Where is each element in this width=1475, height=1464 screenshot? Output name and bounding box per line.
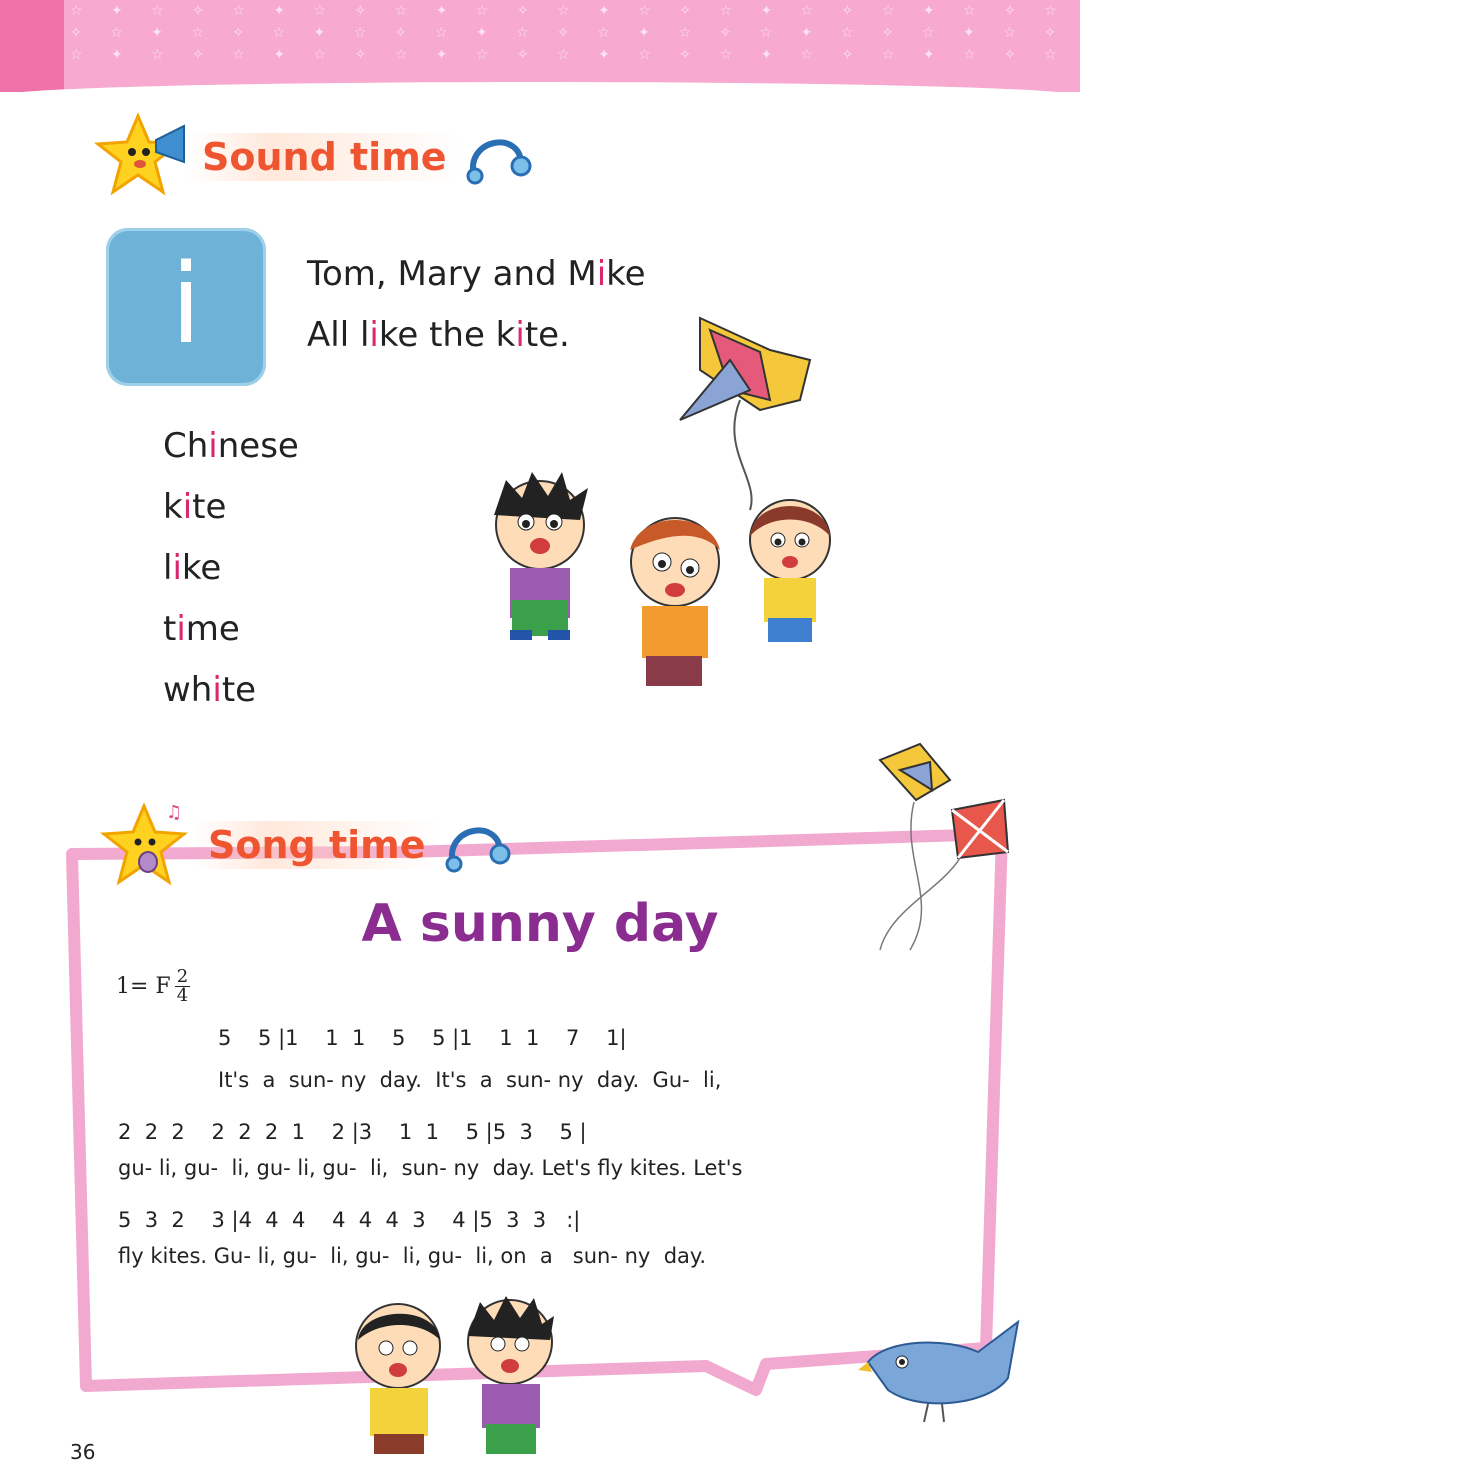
boy-bottom-right [468,1296,554,1454]
highlight-i: i [208,426,218,466]
lyrics-row-3: fly kites. Gu- li, gu- li, gu- li, gu- li, on a sun- ny day. [118,1244,706,1268]
song-time-header [104,800,510,890]
highlight-i: i [212,670,222,710]
boy-bottom-left [356,1304,440,1454]
page-number: 36 [70,1440,96,1464]
children-bottom-illustration [340,1296,580,1462]
time-signature-top: 2 [176,966,189,987]
time-signature-bottom: 4 [176,985,189,1006]
word-time: time [163,609,240,649]
top-banner [0,0,1475,92]
highlight-i: i [182,487,193,527]
highlight-i: i [515,315,525,355]
song-title: A sunny day [361,894,719,954]
key-label: 1= F [116,974,171,999]
key-signature [116,968,190,1005]
rhyme-line-1: Tom, Mary and Mike [307,254,646,294]
word-white: white [163,670,257,710]
star-pattern: ☆ ✦ ☆ ✧ ☆ ✦ ☆ ✧ ☆ ✦ ☆ ✧ ☆ ✦ ☆ ✧ ☆ ✦ ☆ ✧ ☆ ✦ ☆ ✧ ☆ ✦ ☆ ✧ ☆ ✦ ☆ ✧ ☆ ✦ ☆ ✧ ☆ ✦ ☆ ✧ ☆ ✦ ☆ ✧ ☆ ✦ ☆ ✧ ☆ ✦ ☆ ✧ ☆ ✦ ☆ ✧ ☆ ✦ ☆ ✧ ☆ ✦ ☆ ✧ ☆ ✦ ☆ ✧ ☆ ✦ ☆ ✦ ☆ ✧ ☆ ✦ ☆ ✧ ☆ ✦ ☆ ✧ ☆ ✦ ☆ ✧ ☆ ✦ ☆ ✧ ☆ ✦ ☆ ✧ ☆ ✦ ☆ ✧ ☆ ✦ ☆ ✧ ☆ ✦ ☆ [70,3,1475,63]
boy-left [494,472,588,640]
notes-row-2: 2 2 2 2 2 2 1 2 |3 1 1 5 |5 3 5 | [118,1120,587,1144]
svg-text:♫: ♫ [166,802,183,823]
highlight-i: i [172,548,182,588]
lyrics-row-2: gu- li, gu- li, gu- li, gu- li, sun- ny day. Let's fly kites. Let's [118,1156,743,1180]
star-microphone-icon [104,800,194,890]
song-time-title: Song time [194,821,440,869]
highlight-i: i [369,315,379,355]
bird-illustration [858,1318,1028,1428]
lyrics-row-1: It's a sun- ny day. It's a sun- ny day. Gu- li, [218,1068,722,1092]
highlight-i: i [176,609,186,649]
headphones-icon[interactable] [440,810,510,880]
notes-row-1: 5 5 |1 1 1 5 5 |1 1 1 7 1| [218,1026,627,1050]
time-signature [175,968,190,1005]
letter-card [106,228,266,386]
star-megaphone-icon [98,112,188,202]
word-kite: kite [163,487,227,527]
banner-tab [0,0,64,92]
rhyme-line-2: All like the kite. [307,315,570,355]
featured-letter: i [170,240,202,368]
word-chinese: Chinese [163,426,299,466]
highlight-i: i [596,254,607,294]
children-kite-illustration [470,300,860,700]
notes-row-3: 5 3 2 3 |4 4 4 4 4 4 3 4 |5 3 3 :| [118,1208,581,1232]
headphones-icon[interactable] [461,122,531,192]
sound-time-title: Sound time [188,133,461,181]
boy-middle [630,518,720,686]
sound-time-header [98,112,531,202]
word-like: like [163,548,222,588]
kite-illustration [680,318,810,510]
girl-right [750,500,830,642]
